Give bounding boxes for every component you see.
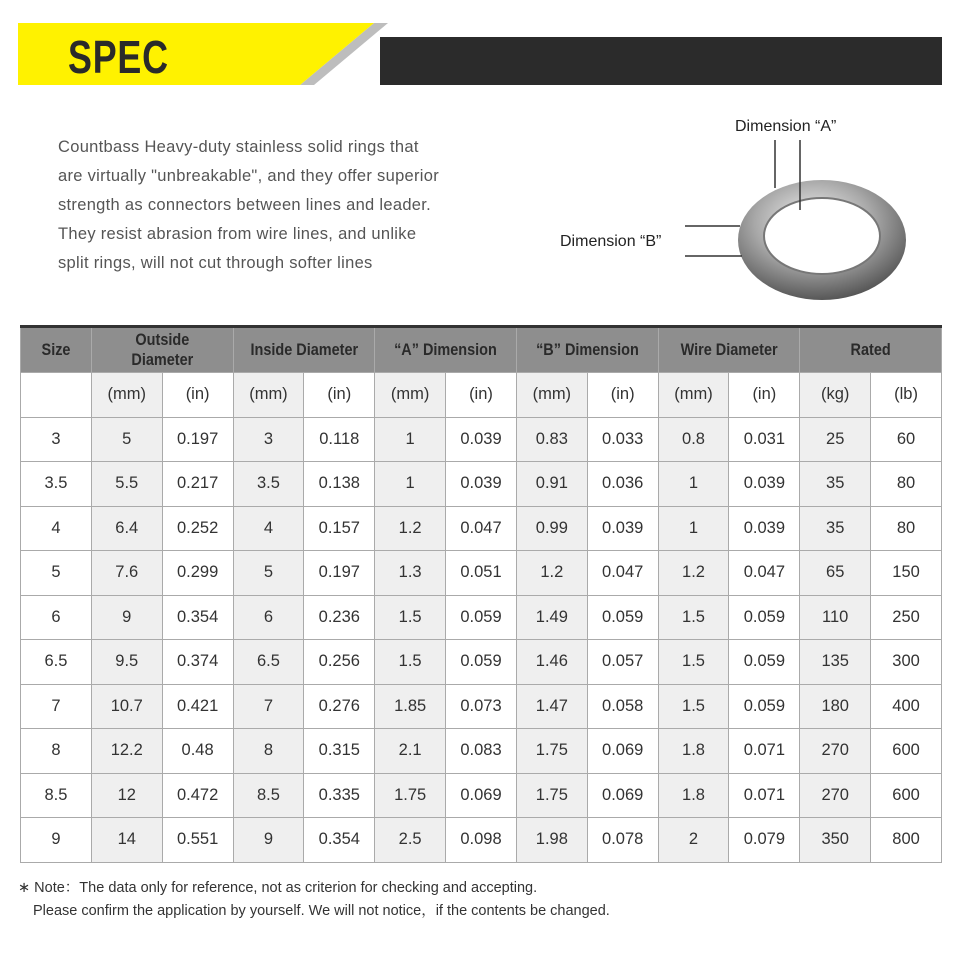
table-cell: 8 xyxy=(233,729,304,774)
table-cell: 2.5 xyxy=(375,818,446,863)
table-cell: 1.5 xyxy=(375,595,446,640)
table-cell: 600 xyxy=(871,773,942,818)
table-cell: 25 xyxy=(800,417,871,462)
table-cell: 0.036 xyxy=(587,462,658,507)
table-cell: 3.5 xyxy=(233,462,304,507)
table-cell: 1.75 xyxy=(516,729,587,774)
header-a-dimension: “A” Dimension xyxy=(375,327,517,373)
table-cell: 1.46 xyxy=(516,640,587,685)
table-cell: 1.98 xyxy=(516,818,587,863)
dimension-a-label: Dimension “A” xyxy=(735,118,837,135)
table-cell: (mm) xyxy=(91,373,162,418)
page-title: SPEC xyxy=(68,31,169,83)
table-cell: 0.033 xyxy=(587,417,658,462)
table-cell: 0.354 xyxy=(304,818,375,863)
table-cell: 1 xyxy=(658,506,729,551)
table-cell: 4 xyxy=(21,506,92,551)
table-cell: (in) xyxy=(587,373,658,418)
table-cell: 0.039 xyxy=(587,506,658,551)
table-cell: 0.069 xyxy=(587,773,658,818)
table-cell: 3 xyxy=(21,417,92,462)
table-cell: (mm) xyxy=(375,373,446,418)
table-cell: 0.059 xyxy=(729,595,800,640)
table-cell: 1.2 xyxy=(375,506,446,551)
table-cell: 6 xyxy=(21,595,92,640)
table-cell: 0.039 xyxy=(446,462,517,507)
table-cell: 0.058 xyxy=(587,684,658,729)
table-cell: 400 xyxy=(871,684,942,729)
table-cell: 250 xyxy=(871,595,942,640)
table-cell: 3 xyxy=(233,417,304,462)
table-cell: 4 xyxy=(233,506,304,551)
table-cell: 0.059 xyxy=(729,640,800,685)
table-cell: 1 xyxy=(658,462,729,507)
table-cell: 1 xyxy=(375,462,446,507)
note-line: ∗ Note：The data only for reference, not as criterion for checking and accepting. xyxy=(18,880,538,896)
table-cell: 0.051 xyxy=(446,551,517,596)
table-cell: 6.4 xyxy=(91,506,162,551)
table-cell: 0.217 xyxy=(162,462,233,507)
table-cell: 0.354 xyxy=(162,595,233,640)
table-cell: 10.7 xyxy=(91,684,162,729)
description-line: strength as connectors between lines and leader. xyxy=(58,196,432,214)
table-cell: 0.047 xyxy=(446,506,517,551)
table-cell: 0.069 xyxy=(587,729,658,774)
table-cell: 1.3 xyxy=(375,551,446,596)
table-cell: 350 xyxy=(800,818,871,863)
table-cell: 0.91 xyxy=(516,462,587,507)
table-row xyxy=(21,462,942,507)
table-row xyxy=(21,818,942,863)
units-row xyxy=(21,373,942,418)
table-cell: 0.071 xyxy=(729,729,800,774)
table-cell: 12.2 xyxy=(91,729,162,774)
table-cell: 0.057 xyxy=(587,640,658,685)
table-cell: 12 xyxy=(91,773,162,818)
table-cell: (mm) xyxy=(658,373,729,418)
table-cell: 65 xyxy=(800,551,871,596)
table-cell: 6 xyxy=(233,595,304,640)
dimension-b-label: Dimension “B” xyxy=(560,233,662,250)
spec-table xyxy=(20,325,942,863)
table-cell: 800 xyxy=(871,818,942,863)
table-cell: 0.039 xyxy=(446,417,517,462)
table-cell: 1.5 xyxy=(658,684,729,729)
table-header-row xyxy=(21,327,942,373)
table-cell: 8 xyxy=(21,729,92,774)
table-cell: 0.031 xyxy=(729,417,800,462)
table-cell: 150 xyxy=(871,551,942,596)
table-cell: 0.098 xyxy=(446,818,517,863)
table-cell: 0.197 xyxy=(162,417,233,462)
table-cell: 7 xyxy=(233,684,304,729)
table-row xyxy=(21,773,942,818)
description-line: split rings, will not cut through softer lines xyxy=(58,254,373,272)
disclaimer-note xyxy=(18,877,610,923)
table-cell: 8.5 xyxy=(233,773,304,818)
table-cell: 0.472 xyxy=(162,773,233,818)
table-cell: 0.236 xyxy=(304,595,375,640)
table-cell: 2.1 xyxy=(375,729,446,774)
table-cell: 0.079 xyxy=(729,818,800,863)
table-cell: 135 xyxy=(800,640,871,685)
header-b-dimension: “B” Dimension xyxy=(516,327,658,373)
table-cell: 600 xyxy=(871,729,942,774)
table-cell: 0.157 xyxy=(304,506,375,551)
table-row xyxy=(21,551,942,596)
header-size: Size xyxy=(21,327,92,373)
table-cell: 0.039 xyxy=(729,506,800,551)
table-cell: (in) xyxy=(162,373,233,418)
table-cell: 0.039 xyxy=(729,462,800,507)
table-cell: 1.5 xyxy=(658,595,729,640)
table-cell: 1.75 xyxy=(516,773,587,818)
table-cell: (mm) xyxy=(233,373,304,418)
table-cell: 80 xyxy=(871,506,942,551)
table-cell: 8.5 xyxy=(21,773,92,818)
table-cell: 0.374 xyxy=(162,640,233,685)
table-cell: 0.047 xyxy=(587,551,658,596)
table-cell: 5.5 xyxy=(91,462,162,507)
table-cell: (mm) xyxy=(516,373,587,418)
table-cell: 0.197 xyxy=(304,551,375,596)
table-cell: 0.256 xyxy=(304,640,375,685)
table-cell: 0.059 xyxy=(446,640,517,685)
table-cell: 0.83 xyxy=(516,417,587,462)
table-row xyxy=(21,595,942,640)
table-cell: 9.5 xyxy=(91,640,162,685)
header-wire-diameter: Wire Diameter xyxy=(658,327,800,373)
table-cell: 1.5 xyxy=(375,640,446,685)
table-cell: 300 xyxy=(871,640,942,685)
table-cell xyxy=(21,373,92,418)
table-cell: 5 xyxy=(233,551,304,596)
table-cell: 5 xyxy=(91,417,162,462)
table-cell: 0.069 xyxy=(446,773,517,818)
table-cell: 0.073 xyxy=(446,684,517,729)
table-cell: 1.85 xyxy=(375,684,446,729)
table-cell: 9 xyxy=(21,818,92,863)
table-cell: (in) xyxy=(304,373,375,418)
table-cell: 0.335 xyxy=(304,773,375,818)
table-cell: 0.299 xyxy=(162,551,233,596)
table-cell: 0.059 xyxy=(446,595,517,640)
table-row xyxy=(21,417,942,462)
header-outside-diameter: Outside Diameter xyxy=(91,327,233,373)
table-cell: 9 xyxy=(91,595,162,640)
table-row xyxy=(21,729,942,774)
table-cell: 6.5 xyxy=(21,640,92,685)
table-row xyxy=(21,684,942,729)
table-cell: 0.047 xyxy=(729,551,800,596)
table-cell: 0.059 xyxy=(729,684,800,729)
table-cell: 35 xyxy=(800,506,871,551)
table-cell: 35 xyxy=(800,462,871,507)
table-cell: 0.48 xyxy=(162,729,233,774)
description-line: are virtually "unbreakable", and they offer superior xyxy=(58,167,440,185)
note-line: Please confirm the application by yourself. We will not notice，if the contents be changed. xyxy=(33,903,610,919)
table-cell: 14 xyxy=(91,818,162,863)
table-cell: 1.2 xyxy=(516,551,587,596)
table-row xyxy=(21,640,942,685)
table-cell: 0.078 xyxy=(587,818,658,863)
description-line: They resist abrasion from wire lines, and unlike xyxy=(58,225,417,243)
table-cell: 1 xyxy=(375,417,446,462)
table-cell: (in) xyxy=(446,373,517,418)
table-cell: 0.059 xyxy=(587,595,658,640)
table-cell: 0.421 xyxy=(162,684,233,729)
ring-diagram xyxy=(0,0,960,320)
header-rated: Rated xyxy=(800,327,942,373)
table-cell: 9 xyxy=(233,818,304,863)
table-cell: 80 xyxy=(871,462,942,507)
table-cell: 60 xyxy=(871,417,942,462)
table-cell: 0.118 xyxy=(304,417,375,462)
table-cell: 1.47 xyxy=(516,684,587,729)
table-cell: 0.8 xyxy=(658,417,729,462)
table-cell: 1.8 xyxy=(658,773,729,818)
table-cell: 0.315 xyxy=(304,729,375,774)
table-cell: 0.252 xyxy=(162,506,233,551)
table-cell: 0.551 xyxy=(162,818,233,863)
table-cell: 270 xyxy=(800,729,871,774)
table-cell: 7.6 xyxy=(91,551,162,596)
table-cell: 0.138 xyxy=(304,462,375,507)
table-cell: 270 xyxy=(800,773,871,818)
table-cell: 0.083 xyxy=(446,729,517,774)
header-inside-diameter: Inside Diameter xyxy=(233,327,375,373)
table-cell: (in) xyxy=(729,373,800,418)
table-cell: (lb) xyxy=(871,373,942,418)
table-cell: 7 xyxy=(21,684,92,729)
table-cell: 6.5 xyxy=(233,640,304,685)
table-cell: 3.5 xyxy=(21,462,92,507)
table-cell: 0.276 xyxy=(304,684,375,729)
table-cell: 0.071 xyxy=(729,773,800,818)
table-cell: 180 xyxy=(800,684,871,729)
table-row xyxy=(21,506,942,551)
table-cell: 1.8 xyxy=(658,729,729,774)
table-cell: 2 xyxy=(658,818,729,863)
table-cell: 1.5 xyxy=(658,640,729,685)
table-cell: 1.49 xyxy=(516,595,587,640)
table-cell: 1.75 xyxy=(375,773,446,818)
table-cell: 1.2 xyxy=(658,551,729,596)
table-cell: (kg) xyxy=(800,373,871,418)
table-cell: 110 xyxy=(800,595,871,640)
table-cell: 0.99 xyxy=(516,506,587,551)
description-line: Countbass Heavy-duty stainless solid rings that xyxy=(58,138,419,156)
table-cell: 5 xyxy=(21,551,92,596)
